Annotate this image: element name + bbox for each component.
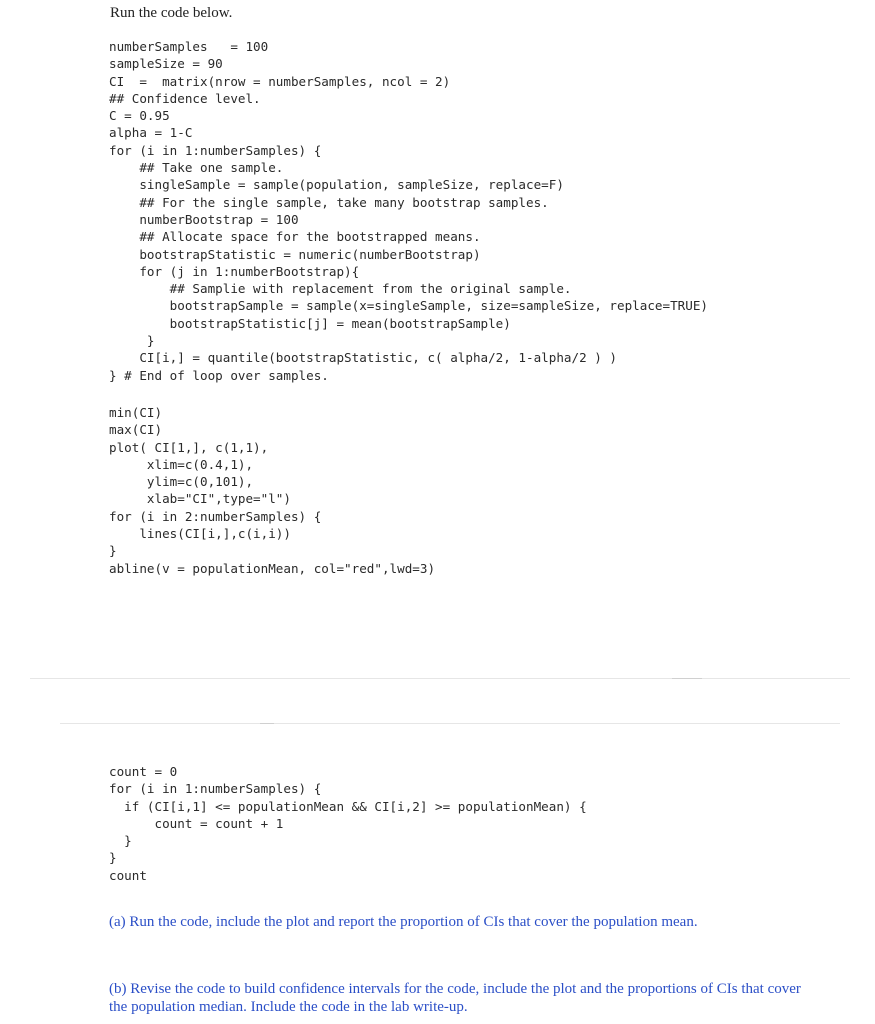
separator-line bbox=[60, 723, 840, 724]
question-b: (b) Revise the code to build confidence intervals for the code, include the plot and the proportions of CIs that cover the population median. Include the code in the lab write-up. bbox=[109, 981, 801, 1015]
separator-dash bbox=[672, 678, 702, 679]
question-a: (a) Run the code, include the plot and report the proportion of CIs that cover the population mean. bbox=[109, 914, 698, 930]
intro-text: Run the code below. bbox=[110, 5, 233, 21]
code-block-count: count = 0 for (i in 1:numberSamples) { if (CI[i,1] <= populationMean && CI[i,2] >= populationMean) { count = count + 1 } } count bbox=[109, 764, 587, 883]
code-block-bootstrap-loop: numberSamples = 100 sampleSize = 90 CI = matrix(nrow = numberSamples, ncol = 2) ## Confidence level. C = 0.95 alpha = 1-C for (i in 1:numberSamples) { ## Take one sample. singleSample = sample(population, sampleSize, replace=F) ## For the single sample, take many bootstrap samples. numberBootstrap = 100 ## Allocate space for the bootstrapped means. bootstrapStatistic = numeric(numberBootstrap) for (j in 1:numberBootstrap){ ## Samplie with replacement from the original sample. bootstrapSample = sample(x=singleSample, size=sampleSize, replace=TRUE) bootstrapStatistic[j] = mean(bootstrapSample) } CI[i,] = quantile(bootstrapStatistic, c( alpha/2, 1-alpha/2 ) ) } # End of loop over samples. bbox=[109, 39, 708, 383]
code-block-plot: min(CI) max(CI) plot( CI[1,], c(1,1), xlim=c(0.4,1), ylim=c(0,101), xlab="CI",type="l") for (i in 2:numberSamples) { lines(CI[i,],c(i,i)) } abline(v = populationMean, col="red",lwd=3) bbox=[109, 405, 436, 576]
separator-dash bbox=[260, 723, 274, 724]
separator-line bbox=[30, 678, 850, 679]
